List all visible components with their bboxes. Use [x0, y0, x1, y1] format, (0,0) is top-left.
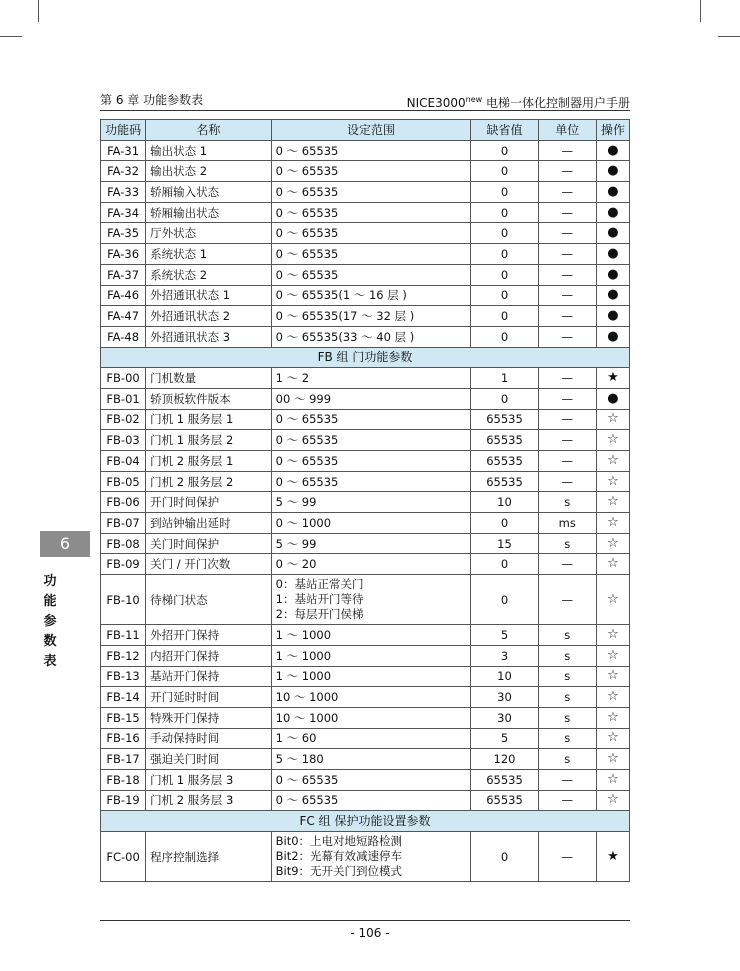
header-rule	[100, 110, 630, 111]
table-row	[101, 451, 630, 472]
table-row	[101, 368, 630, 389]
table-header-row	[101, 120, 630, 141]
param-name: 门机 2 服务层 2	[146, 471, 271, 492]
table-row	[101, 409, 630, 430]
param-range	[271, 451, 471, 472]
table-row	[101, 666, 630, 687]
range-line: 10 ～ 1000	[275, 710, 339, 725]
param-code: FA-35	[101, 223, 146, 244]
param-unit: s	[538, 687, 596, 708]
param-name: 轿顶板软件版本	[146, 388, 271, 409]
param-operation: ☆	[596, 533, 629, 554]
range-line: 00 ～ 999	[275, 391, 332, 406]
range-line: 0 ～ 65535	[275, 772, 339, 787]
range-line: 10 ～ 1000	[275, 690, 339, 705]
param-range	[271, 223, 471, 244]
param-code: FB-06	[101, 492, 146, 513]
param-range	[271, 368, 471, 389]
param-range	[271, 471, 471, 492]
param-range	[271, 749, 471, 770]
column-header: 单位	[538, 120, 596, 141]
range-line: 5 ～ 180	[275, 752, 324, 767]
param-code: FB-11	[101, 625, 146, 646]
param-range	[271, 264, 471, 285]
range-line: Bit9：无开关门到位模式	[275, 864, 403, 878]
param-default: 0	[471, 285, 538, 306]
param-code: FB-04	[101, 451, 146, 472]
param-operation: ☆	[596, 790, 629, 811]
param-code: FA-34	[101, 202, 146, 223]
param-default: 5	[471, 625, 538, 646]
param-default: 0	[471, 554, 538, 575]
range-line: 0 ～ 65535	[275, 164, 339, 179]
param-range	[271, 285, 471, 306]
param-default: 65535	[471, 451, 538, 472]
param-range	[271, 182, 471, 203]
table-row	[101, 832, 630, 882]
param-code: FA-36	[101, 244, 146, 265]
param-unit: s	[538, 533, 596, 554]
param-range	[271, 161, 471, 182]
param-operation: ★	[596, 832, 629, 882]
range-line: 0 ～ 65535	[275, 453, 339, 468]
param-unit: s	[538, 625, 596, 646]
page-number: - 106 -	[350, 926, 390, 940]
table-row	[101, 513, 630, 534]
param-unit: —	[538, 285, 596, 306]
param-range	[271, 832, 471, 882]
table-row	[101, 749, 630, 770]
param-code: FB-01	[101, 388, 146, 409]
param-operation: ☆	[596, 645, 629, 666]
param-operation: ●	[596, 140, 629, 161]
param-default: 65535	[471, 471, 538, 492]
param-default: 1	[471, 368, 538, 389]
param-default: 3	[471, 645, 538, 666]
param-name: 程序控制选择	[146, 832, 271, 882]
param-default: 0	[471, 306, 538, 327]
group-title: FC 组 保护功能设置参数	[101, 811, 630, 832]
range-line: 0 ～ 1000	[275, 515, 332, 530]
param-operation: ●	[596, 285, 629, 306]
group-header-row	[101, 811, 630, 832]
param-code: FB-05	[101, 471, 146, 492]
param-range	[271, 202, 471, 223]
range-line: 0 ～ 65535	[275, 226, 339, 241]
param-name: 系统状态 2	[146, 264, 271, 285]
param-unit: —	[538, 244, 596, 265]
param-code: FB-14	[101, 687, 146, 708]
param-range	[271, 533, 471, 554]
param-range	[271, 326, 471, 347]
param-operation: ☆	[596, 554, 629, 575]
param-name: 门机 2 服务层 3	[146, 790, 271, 811]
param-range	[271, 430, 471, 451]
param-range	[271, 790, 471, 811]
param-code: FB-15	[101, 707, 146, 728]
param-unit: —	[538, 368, 596, 389]
param-name: 门机 1 服务层 1	[146, 409, 271, 430]
table-row	[101, 430, 630, 451]
param-default: 10	[471, 492, 538, 513]
param-range	[271, 244, 471, 265]
param-default: 5	[471, 728, 538, 749]
param-code: FB-02	[101, 409, 146, 430]
range-line: 1 ～ 2	[275, 371, 310, 386]
param-range	[271, 492, 471, 513]
param-name: 到站钟输出延时	[146, 513, 271, 534]
param-name: 关门时间保护	[146, 533, 271, 554]
param-range	[271, 728, 471, 749]
param-code: FA-33	[101, 182, 146, 203]
param-default: 10	[471, 666, 538, 687]
param-operation: ●	[596, 223, 629, 244]
param-unit: s	[538, 645, 596, 666]
table-row	[101, 533, 630, 554]
param-unit: s	[538, 707, 596, 728]
param-default: 65535	[471, 790, 538, 811]
param-code: FA-46	[101, 285, 146, 306]
param-range	[271, 645, 471, 666]
table-row	[101, 687, 630, 708]
product-base: NICE3000	[406, 96, 466, 110]
table-row	[101, 471, 630, 492]
group-title: FB 组 门功能参数	[101, 347, 630, 368]
crop-mark-tr-h	[718, 36, 740, 37]
table-row	[101, 492, 630, 513]
range-line: Bit0：上电对地短路检测	[275, 834, 403, 848]
param-unit: s	[538, 666, 596, 687]
column-header: 操作	[596, 120, 629, 141]
column-header: 名称	[146, 120, 271, 141]
param-range	[271, 575, 471, 625]
param-name: 轿厢输出状态	[146, 202, 271, 223]
param-default: 0	[471, 244, 538, 265]
param-range	[271, 409, 471, 430]
side-label-char: 数	[43, 634, 57, 649]
param-range	[271, 625, 471, 646]
range-line: 1：基站开门等待	[275, 592, 364, 607]
param-name: 开门延时时间	[146, 687, 271, 708]
table-row	[101, 554, 630, 575]
table-row	[101, 140, 630, 161]
param-name: 待梯门状态	[146, 575, 271, 625]
table-row	[101, 625, 630, 646]
param-code: FA-32	[101, 161, 146, 182]
param-code: FA-31	[101, 140, 146, 161]
param-operation: ●	[596, 326, 629, 347]
param-unit: —	[538, 769, 596, 790]
param-default: 15	[471, 533, 538, 554]
table-row	[101, 707, 630, 728]
param-name: 外招通讯状态 3	[146, 326, 271, 347]
parameter-table	[100, 119, 630, 882]
param-unit: —	[538, 471, 596, 492]
param-code: FB-07	[101, 513, 146, 534]
param-code: FB-18	[101, 769, 146, 790]
table-row	[101, 264, 630, 285]
table-row	[101, 182, 630, 203]
param-name: 厅外状态	[146, 223, 271, 244]
param-code: FA-48	[101, 326, 146, 347]
param-name: 内招开门保持	[146, 645, 271, 666]
param-default: 0	[471, 223, 538, 244]
param-operation: ●	[596, 182, 629, 203]
param-unit: —	[538, 790, 596, 811]
param-operation: ●	[596, 264, 629, 285]
group-header-row	[101, 347, 630, 368]
table-row	[101, 244, 630, 265]
param-name: 系统状态 1	[146, 244, 271, 265]
param-range	[271, 687, 471, 708]
param-name: 轿厢输入状态	[146, 182, 271, 203]
param-operation: ☆	[596, 409, 629, 430]
param-default: 0	[471, 202, 538, 223]
param-default: 65535	[471, 409, 538, 430]
param-range	[271, 140, 471, 161]
param-operation: ☆	[596, 707, 629, 728]
column-header: 设定范围	[271, 120, 471, 141]
product-rest: 电梯一体化控制器用户手册	[482, 96, 630, 110]
range-line: 2：每层开门侯梯	[275, 607, 364, 622]
param-operation: ☆	[596, 471, 629, 492]
param-name: 输出状态 1	[146, 140, 271, 161]
param-unit: —	[538, 575, 596, 625]
param-default: 30	[471, 707, 538, 728]
param-range	[271, 513, 471, 534]
table-row	[101, 306, 630, 327]
param-code: FB-13	[101, 666, 146, 687]
param-code: FB-08	[101, 533, 146, 554]
table-row	[101, 223, 630, 244]
param-range	[271, 388, 471, 409]
param-unit: —	[538, 326, 596, 347]
param-operation: ●	[596, 306, 629, 327]
param-default: 65535	[471, 430, 538, 451]
param-operation: ●	[596, 244, 629, 265]
param-name: 门机数量	[146, 368, 271, 389]
param-unit: —	[538, 306, 596, 327]
param-default: 0	[471, 182, 538, 203]
param-default: 120	[471, 749, 538, 770]
page-header	[100, 90, 630, 110]
param-range	[271, 769, 471, 790]
footer-rule	[100, 920, 630, 921]
param-name: 关门 / 开门次数	[146, 554, 271, 575]
param-range	[271, 707, 471, 728]
table-row	[101, 388, 630, 409]
param-range	[271, 306, 471, 327]
param-default: 0	[471, 388, 538, 409]
range-line: 0 ～ 65535	[275, 412, 339, 427]
param-code: FB-17	[101, 749, 146, 770]
crop-mark-tr-v	[700, 0, 701, 22]
range-line: 5 ～ 99	[275, 495, 317, 510]
param-operation: ☆	[596, 513, 629, 534]
table-row	[101, 790, 630, 811]
param-name: 基站开门保持	[146, 666, 271, 687]
range-line: 0 ～ 65535	[275, 793, 339, 808]
param-code: FB-09	[101, 554, 146, 575]
param-unit: —	[538, 388, 596, 409]
range-line: 1 ～ 1000	[275, 669, 332, 684]
param-unit: —	[538, 223, 596, 244]
param-unit: —	[538, 182, 596, 203]
param-operation: ☆	[596, 575, 629, 625]
range-line: 1 ～ 1000	[275, 627, 332, 642]
param-operation: ☆	[596, 769, 629, 790]
side-label-char: 功	[43, 574, 57, 589]
range-line: 1 ～ 60	[275, 731, 317, 746]
param-default: 0	[471, 513, 538, 534]
table-row	[101, 769, 630, 790]
param-unit: —	[538, 451, 596, 472]
param-operation: ☆	[596, 749, 629, 770]
range-line: 0：基站正常关门	[275, 577, 364, 592]
range-line: 0 ～ 65535(33 ～ 40 层 )	[275, 329, 415, 344]
range-line: 0 ～ 65535	[275, 143, 339, 158]
param-name: 手动保持时间	[146, 728, 271, 749]
param-operation: ●	[596, 202, 629, 223]
param-operation: ●	[596, 161, 629, 182]
param-operation: ☆	[596, 728, 629, 749]
range-line: 0 ～ 65535	[275, 184, 339, 199]
param-name: 外招开门保持	[146, 625, 271, 646]
range-line: 0 ～ 65535(17 ～ 32 层 )	[275, 309, 415, 324]
param-code: FB-03	[101, 430, 146, 451]
param-unit: —	[538, 161, 596, 182]
param-unit: s	[538, 749, 596, 770]
range-line: 0 ～ 65535	[275, 474, 339, 489]
param-code: FC-00	[101, 832, 146, 882]
param-code: FB-19	[101, 790, 146, 811]
product-sup: new	[465, 95, 483, 104]
param-name: 门机 1 服务层 3	[146, 769, 271, 790]
param-range	[271, 666, 471, 687]
param-unit: s	[538, 728, 596, 749]
param-name: 外招通讯状态 2	[146, 306, 271, 327]
table-row	[101, 161, 630, 182]
param-unit: —	[538, 554, 596, 575]
param-code: FA-47	[101, 306, 146, 327]
side-label-char: 参	[43, 614, 57, 629]
param-unit: —	[538, 264, 596, 285]
param-code: FB-00	[101, 368, 146, 389]
range-line: 0 ～ 65535(1 ～ 16 层 )	[275, 288, 407, 303]
range-line: 0 ～ 65535	[275, 205, 339, 220]
param-unit: s	[538, 492, 596, 513]
param-code: FB-16	[101, 728, 146, 749]
param-operation: ☆	[596, 451, 629, 472]
param-operation: ☆	[596, 666, 629, 687]
param-operation: ●	[596, 388, 629, 409]
param-range	[271, 554, 471, 575]
table-body	[101, 140, 630, 881]
param-default: 0	[471, 161, 538, 182]
crop-mark-tl-v	[38, 0, 39, 22]
param-name: 输出状态 2	[146, 161, 271, 182]
chapter-title: 第 6 章 功能参数表	[100, 93, 204, 107]
param-unit: —	[538, 140, 596, 161]
param-name: 门机 1 服务层 2	[146, 430, 271, 451]
chapter-side-label	[40, 572, 60, 672]
param-code: FB-12	[101, 645, 146, 666]
param-default: 30	[471, 687, 538, 708]
param-operation: ☆	[596, 625, 629, 646]
param-code: FA-37	[101, 264, 146, 285]
table-row	[101, 326, 630, 347]
param-unit: —	[538, 430, 596, 451]
range-line: 5 ～ 99	[275, 536, 317, 551]
param-default: 0	[471, 326, 538, 347]
param-name: 门机 2 服务层 1	[146, 451, 271, 472]
param-unit: —	[538, 202, 596, 223]
side-label-char: 表	[43, 654, 57, 669]
table-row	[101, 728, 630, 749]
column-header: 功能码	[101, 120, 146, 141]
param-default: 65535	[471, 769, 538, 790]
param-operation: ☆	[596, 430, 629, 451]
param-code: FB-10	[101, 575, 146, 625]
param-name: 外招通讯状态 1	[146, 285, 271, 306]
crop-mark-tl-h	[0, 36, 22, 37]
range-line: Bit2：光幕有效减速停车	[275, 849, 403, 863]
chapter-tab: 6	[40, 531, 90, 557]
param-operation: ☆	[596, 687, 629, 708]
param-unit: —	[538, 409, 596, 430]
side-label-char: 能	[43, 594, 57, 609]
param-unit: ms	[538, 513, 596, 534]
param-default: 0	[471, 264, 538, 285]
table-row	[101, 202, 630, 223]
table-row	[101, 575, 630, 625]
param-operation: ★	[596, 368, 629, 389]
param-name: 强迫关门时间	[146, 749, 271, 770]
param-name: 开门时间保护	[146, 492, 271, 513]
param-unit: —	[538, 832, 596, 882]
range-line: 0 ～ 65535	[275, 267, 339, 282]
param-default: 0	[471, 832, 538, 882]
param-operation: ☆	[596, 492, 629, 513]
range-line: 0 ～ 20	[275, 557, 317, 572]
range-line: 1 ～ 1000	[275, 648, 332, 663]
param-default: 0	[471, 140, 538, 161]
range-line: 0 ～ 65535	[275, 246, 339, 261]
table-row	[101, 645, 630, 666]
param-name: 特殊开门保持	[146, 707, 271, 728]
param-default: 0	[471, 575, 538, 625]
table-row	[101, 285, 630, 306]
range-line: 0 ～ 65535	[275, 433, 339, 448]
column-header: 缺省值	[471, 120, 538, 141]
